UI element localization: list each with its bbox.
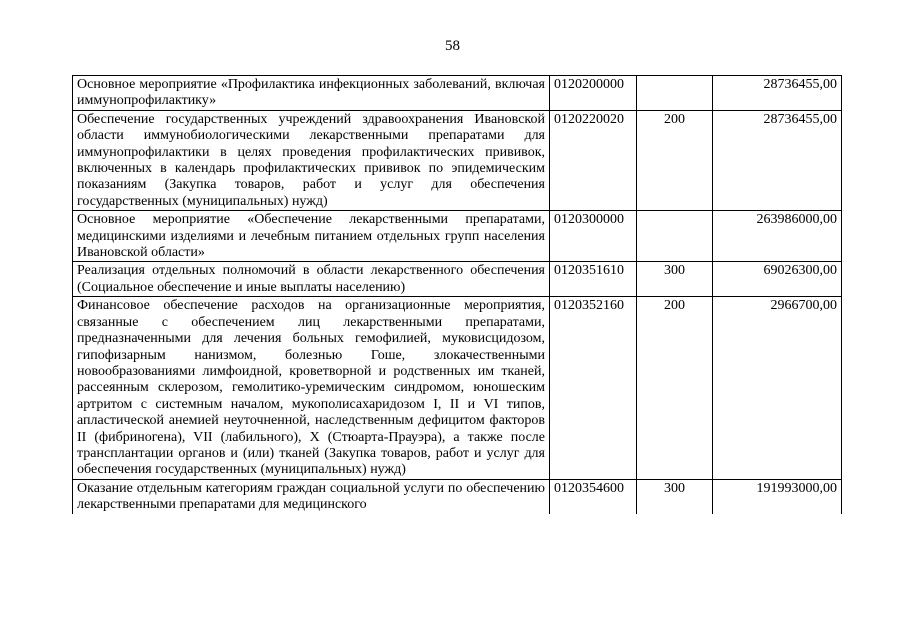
row-name: Обеспечение государственных учреждений здравоохранения Ивановской области иммунобиологическими лекарственными препаратами для иммунопрофилактики в целях проведения профилактических прививок, включенных в календарь профилактических прививок по эпидемическим показаниям (Закупка товаров, работ и услуг для обеспечения государственных (муниципальных) нужд)	[73, 110, 550, 210]
row-expense-type: 200	[637, 297, 713, 479]
row-expense-type: 200	[637, 110, 713, 210]
row-name: Основное мероприятие «Обеспечение лекарственными препаратами, медицинскими изделиями и лечебным питанием отдельных групп населения Ивановской области»	[73, 211, 550, 262]
row-sum: 28736455,00	[713, 76, 842, 111]
row-sum: 191993000,00	[713, 479, 842, 513]
row-code: 0120200000	[550, 76, 637, 111]
row-sum: 2966700,00	[713, 297, 842, 479]
row-code: 0120351610	[550, 262, 637, 297]
table-row	[73, 110, 842, 210]
row-code: 0120354600	[550, 479, 637, 513]
row-name: Оказание отдельным категориям граждан социальной услуги по обеспечению лекарственными препаратами для медицинского	[73, 479, 550, 513]
row-name: Реализация отдельных полномочий в области лекарственного обеспечения (Социальное обеспечение и иные выплаты населению)	[73, 262, 550, 297]
table-row	[73, 297, 842, 479]
row-expense-type	[637, 76, 713, 111]
row-code: 0120300000	[550, 211, 637, 262]
row-name: Основное мероприятие «Профилактика инфекционных заболеваний, включая иммунопрофилактику»	[73, 76, 550, 111]
row-sum: 28736455,00	[713, 110, 842, 210]
budget-table	[72, 75, 842, 514]
table-row	[73, 76, 842, 111]
row-expense-type: 300	[637, 262, 713, 297]
table-row	[73, 479, 842, 513]
row-expense-type	[637, 211, 713, 262]
page-number: 58	[445, 38, 460, 54]
row-sum: 263986000,00	[713, 211, 842, 262]
table-row	[73, 262, 842, 297]
row-code: 0120352160	[550, 297, 637, 479]
row-name: Финансовое обеспечение расходов на организационные мероприятия, связанные с обеспечением лиц лекарственными препаратами, предназначенными для лечения больных гемофилией, муковисцидозом, гипофизарным нанизмом, болезнью Гоше, злокачественными новообразованиями лимфоидной, кроветворной и родственных им тканей, рассеянным склерозом, гемолитико-уремическим синдромом, юношеским артритом с системным началом, мукополисахаридозом I, II и VI типов, апластической анемией неуточненной, наследственным дефицитом факторов II (фибриногена), VII (лабильного), X (Стюарта-Прауэра), а также после трансплантации органов и (или) тканей (Закупка товаров, работ и услуг для обеспечения государственных (муниципальных) нужд)	[73, 297, 550, 479]
row-sum: 69026300,00	[713, 262, 842, 297]
row-expense-type: 300	[637, 479, 713, 513]
row-code: 0120220020	[550, 110, 637, 210]
table-row	[73, 211, 842, 262]
